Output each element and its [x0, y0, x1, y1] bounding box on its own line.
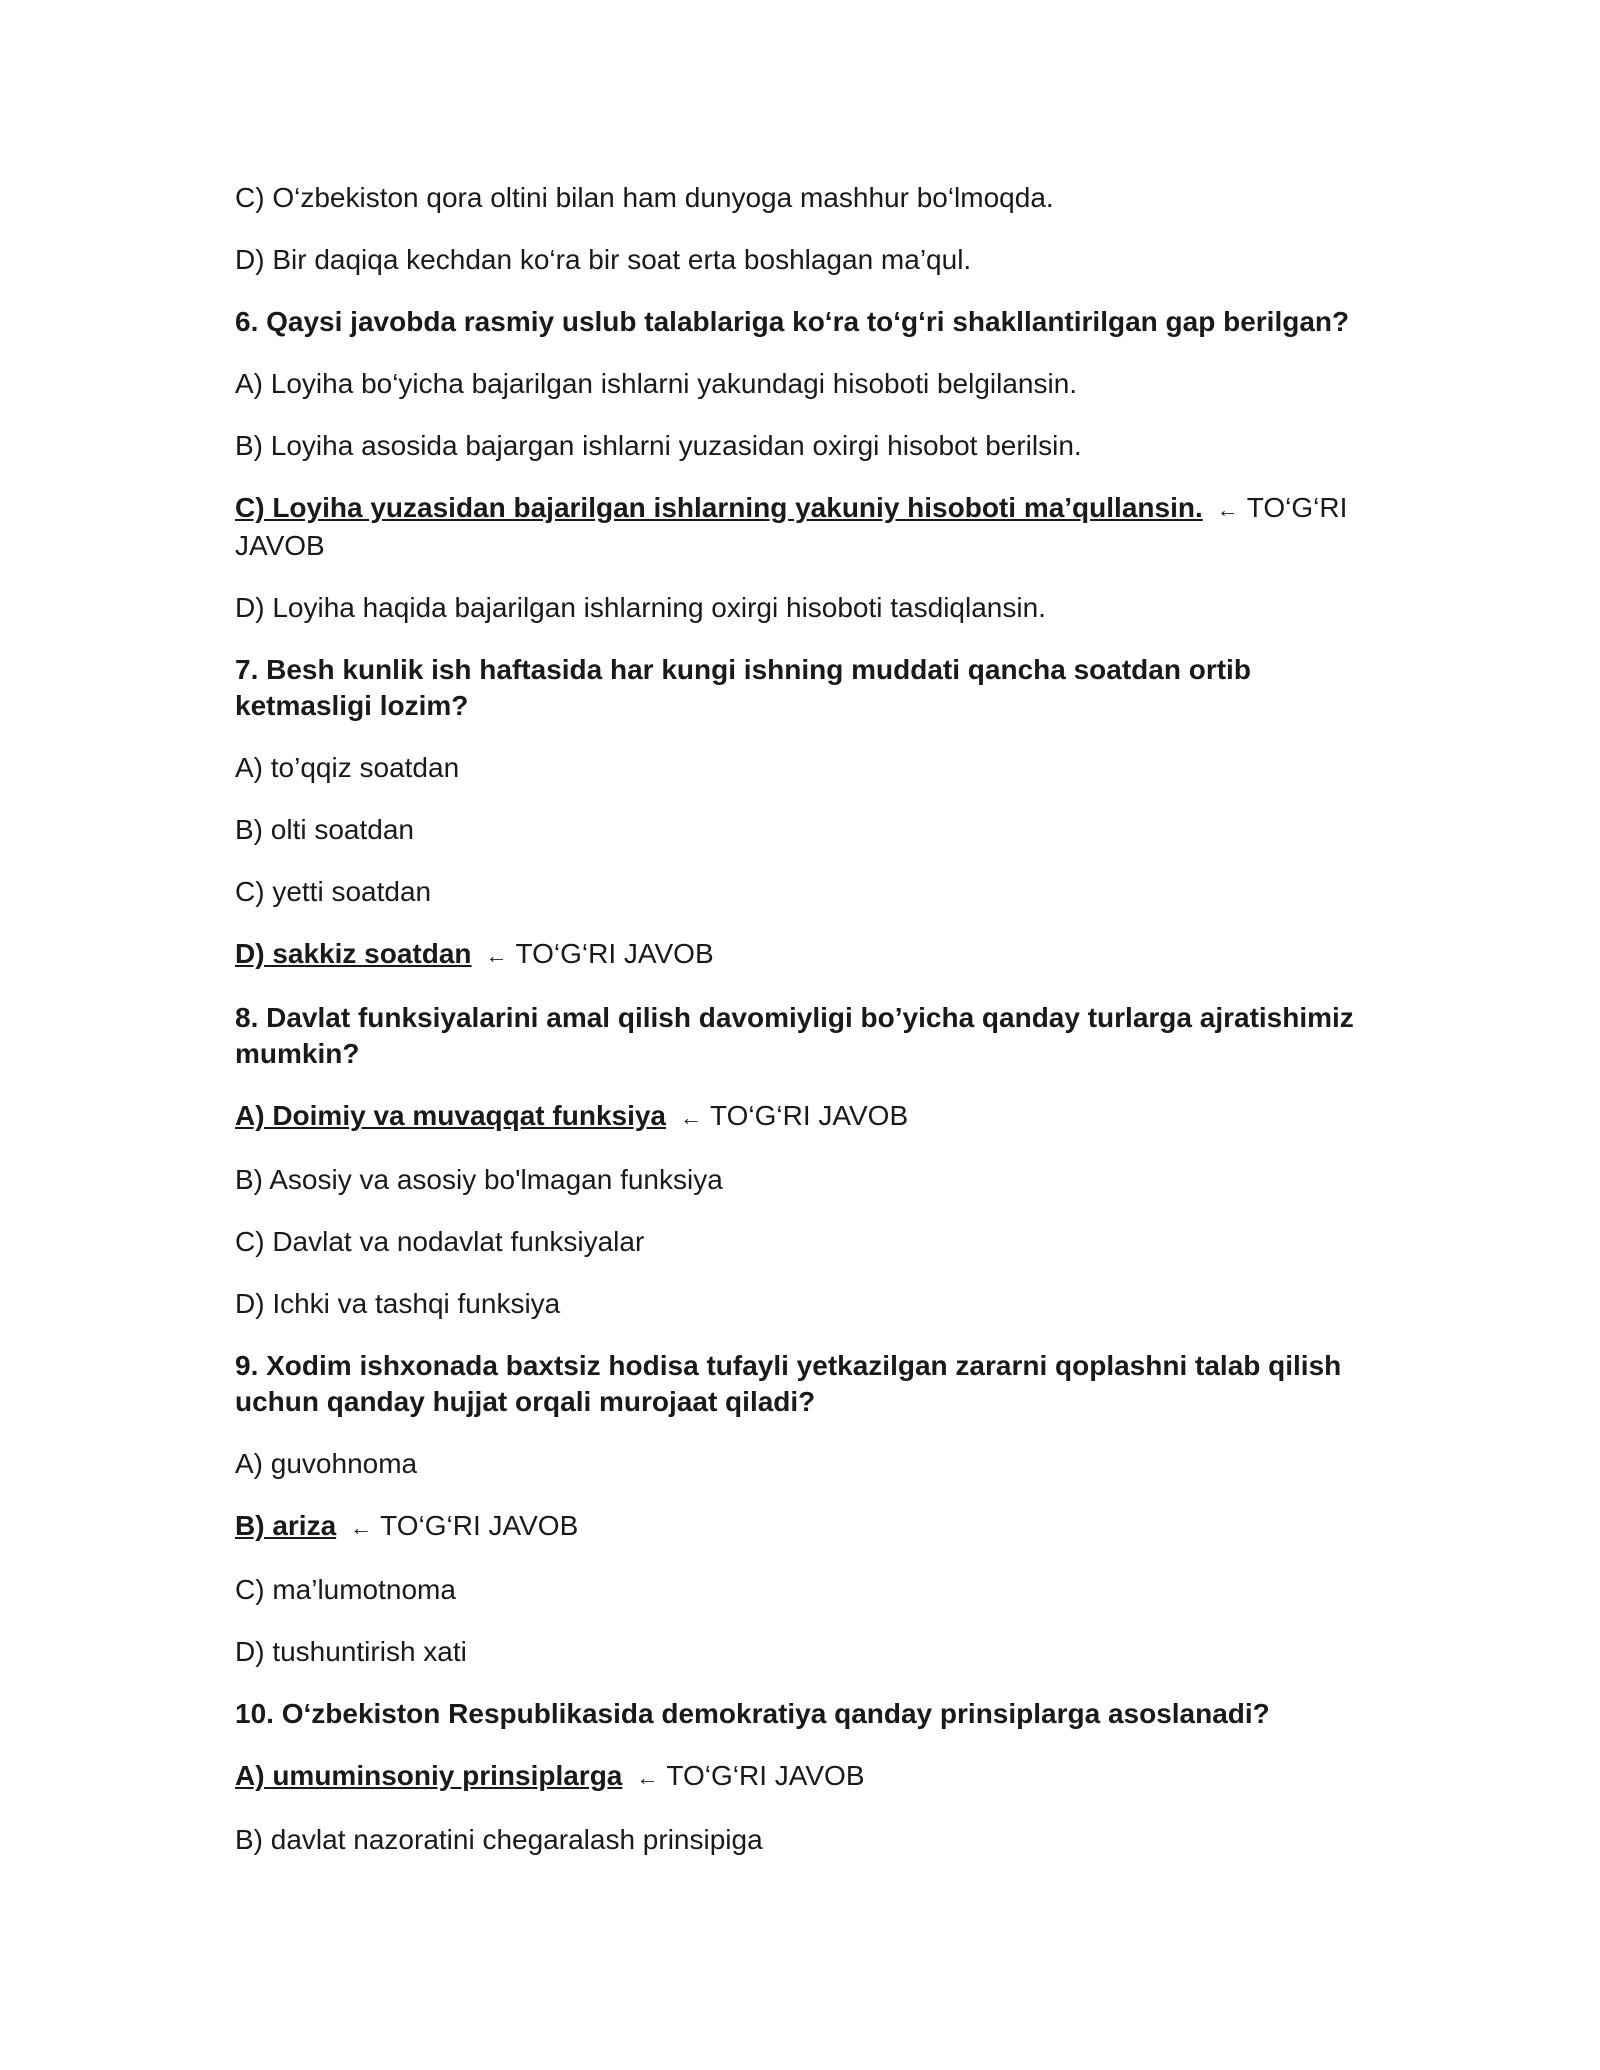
left-arrow-icon: ←	[636, 1765, 659, 1790]
option-6-c-correct	[235, 490, 1355, 564]
correct-answer-text: D) sakkiz soatdan	[235, 938, 472, 969]
option-9-d: D) tushuntirish xati	[235, 1636, 467, 1667]
left-arrow-icon: ←	[350, 1515, 373, 1540]
option-7-c: C) yetti soatdan	[235, 876, 432, 907]
correct-answer-marker	[486, 938, 714, 969]
correct-answer-text: B) ariza	[235, 1510, 337, 1541]
option-8-c: C) Davlat va nodavlat funksiyalar	[235, 1226, 645, 1257]
correct-answer-label: TO‘G‘RI JAVOB	[380, 1510, 579, 1541]
option-6-a: A) Loyiha bo‘yicha bajarilgan ishlarni yakundagi hisoboti belgilansin.	[235, 368, 1078, 399]
question-8: 8. Davlat funksiyalarini amal qilish davomiyligi bo’yicha qanday turlarga ajratishimiz mumkin?	[235, 1002, 1354, 1069]
question-9: 9. Xodim ishxonada baxtsiz hodisa tufayli yetkazilgan zararni qoplashni talab qilish uchun qanday hujjat orqali murojaat qiladi?	[235, 1350, 1342, 1417]
option-8-d: D) Ichki va tashqi funksiya	[235, 1288, 561, 1319]
correct-answer-label: TO‘G‘RI JAVOB	[235, 492, 1348, 561]
correct-answer-text: C) Loyiha yuzasidan bajarilgan ishlarning yakuniy hisoboti ma’qullansin.	[235, 492, 1203, 523]
option-7-b: B) olti soatdan	[235, 814, 414, 845]
correct-answer-text: A) umuminsoniy prinsiplarga	[235, 1760, 623, 1791]
option-9-c: C) ma’lumotnoma	[235, 1574, 456, 1605]
question-10: 10. O‘zbekiston Respublikasida demokratiya qanday prinsiplarga asoslanadi?	[235, 1698, 1270, 1729]
question-6: 6. Qaysi javobda rasmiy uslub talablariga ko‘ra to‘g‘ri shakllantirilgan gap berilgan?	[235, 306, 1350, 337]
option-prev-d: D) Bir daqiqa kechdan ko‘ra bir soat erta boshlagan ma’qul.	[235, 244, 972, 275]
correct-answer-marker	[350, 1510, 578, 1541]
left-arrow-icon: ←	[485, 943, 508, 968]
option-10-b: B) davlat nazoratini chegaralash prinsipiga	[235, 1824, 763, 1855]
correct-answer-marker	[636, 1760, 864, 1791]
option-prev-c: C) O‘zbekiston qora oltini bilan ham dunyoga mashhur bo‘lmoqda.	[235, 182, 1054, 213]
option-6-d: D) Loyiha haqida bajarilgan ishlarning oxirgi hisoboti tasdiqlansin.	[235, 592, 1046, 623]
correct-answer-marker	[680, 1100, 908, 1131]
option-7-d-correct	[235, 936, 1355, 974]
option-8-a-correct	[235, 1098, 1355, 1136]
correct-answer-label: TO‘G‘RI JAVOB	[515, 938, 714, 969]
correct-answer-text: A) Doimiy va muvaqqat funksiya	[235, 1100, 667, 1131]
correct-answer-label: TO‘G‘RI JAVOB	[710, 1100, 909, 1131]
option-9-a: A) guvohnoma	[235, 1448, 418, 1479]
option-7-a: A) to’qqiz soatdan	[235, 752, 460, 783]
option-10-a-correct	[235, 1758, 1355, 1796]
left-arrow-icon: ←	[680, 1105, 703, 1130]
option-8-b: B) Asosiy va asosiy bo'lmagan funksiya	[235, 1164, 723, 1195]
left-arrow-icon: ←	[1216, 497, 1239, 522]
option-9-b-correct	[235, 1508, 1355, 1546]
document-page	[235, 180, 1355, 1884]
option-6-b: B) Loyiha asosida bajargan ishlarni yuzasidan oxirgi hisobot berilsin.	[235, 430, 1082, 461]
question-7: 7. Besh kunlik ish haftasida har kungi ishning muddati qancha soatdan ortib ketmasligi lozim?	[235, 654, 1251, 721]
correct-answer-label: TO‘G‘RI JAVOB	[666, 1760, 865, 1791]
